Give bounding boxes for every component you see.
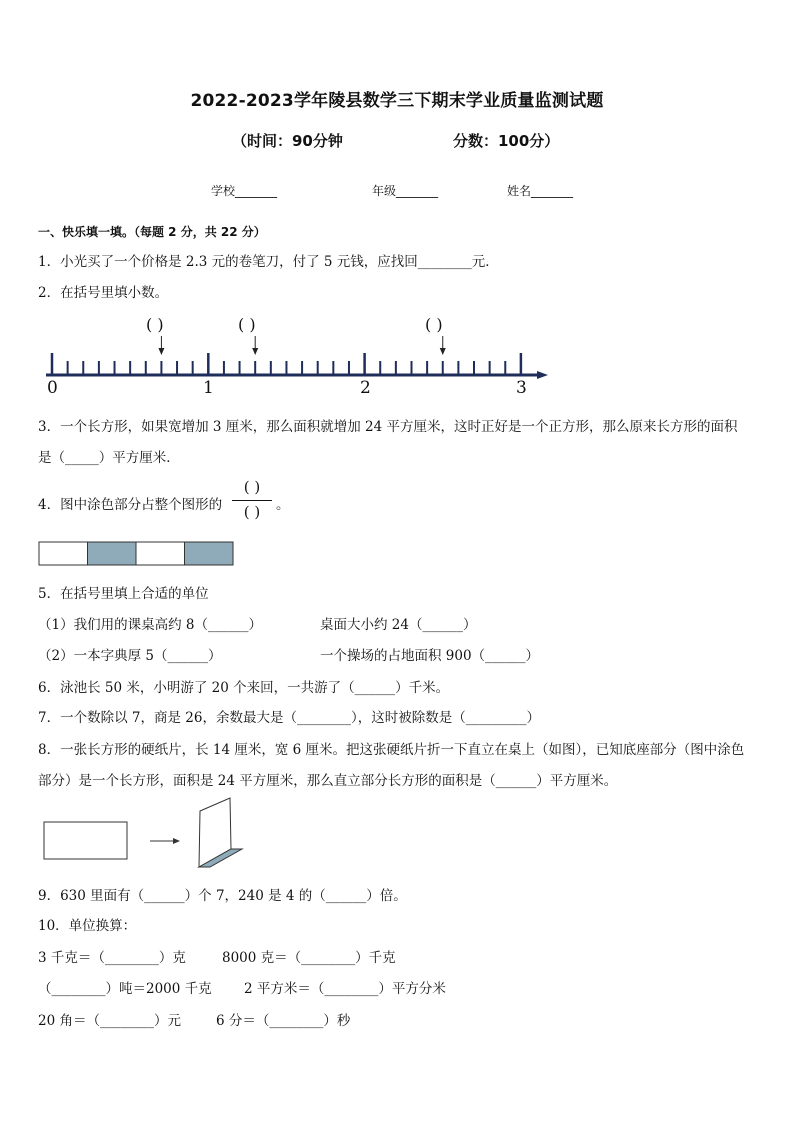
exam-score: 分数：100分） (453, 132, 560, 150)
question-5-item: 桌面大小约 24（______） (320, 617, 477, 633)
transform-arrow-head (173, 838, 180, 844)
question-10: 10．单位换算： (38, 918, 137, 934)
question-1: 1．小光买了一个价格是 2.3 元的卷笔刀，付了 5 元钱，应找回________元． (38, 254, 499, 270)
school-field: 学校_______ (211, 184, 278, 198)
fraction-numerator: ( ) (243, 478, 261, 496)
question-4-tail: 。 (276, 497, 290, 513)
question-6: 6．泳池长 50 米，小明游了 20 个来回，一共游了（______）千米。 (38, 680, 450, 696)
question-7: 7．一个数除以 7，商是 26，余数最大是（________），这时被除数是（_________） (38, 710, 540, 726)
question-4: 4．图中涂色部分占整个图形的 (38, 497, 223, 513)
axis-arrow-head (537, 371, 548, 379)
number-line (0, 330, 794, 390)
conversion-item: 20 角＝（________）元 (38, 1013, 181, 1029)
shaded-cell (185, 542, 234, 565)
grade-field: 年级_______ (372, 184, 439, 198)
number-line-bracket: ( ) (425, 315, 443, 334)
shaded-strip-figure (38, 541, 238, 571)
name-field: 姓名_______ (507, 184, 574, 198)
fraction-bar (232, 500, 272, 501)
conversion-item: （________）吨＝2000 千克 (38, 981, 212, 997)
exam-title: 2022-2023学年陵县数学三下期末学业质量监测试题 (190, 91, 604, 111)
question-8-line1: 8．一张长方形的硬纸片，长 14 厘米，宽 6 厘米。把这张硬纸片折一下直立在桌上（如图），已知底座部分（图中涂色 (38, 742, 745, 758)
pointer-arrow-head (158, 348, 164, 355)
question-5-item: 一个操场的占地面积 900（______） (320, 648, 540, 664)
unshaded-cell (136, 542, 185, 565)
question-3-line2: 是（_____）平方厘米． (38, 450, 180, 466)
number-line-label: 0 (47, 378, 58, 398)
question-5-item: （1）我们用的课桌高约 8（______） (38, 617, 262, 633)
question-9: 9．630 里面有（______）个 7，240 是 4 的（______）倍。 (38, 888, 407, 904)
fraction-denominator: ( ) (243, 503, 261, 521)
question-5-item: （2）一本字典厚 5（______） (38, 648, 222, 664)
number-line-bracket: ( ) (238, 315, 256, 334)
folding-paper-figure (38, 794, 298, 874)
answer-fraction (229, 478, 275, 524)
number-line-label: 3 (516, 378, 527, 398)
unshaded-cell (39, 542, 88, 565)
exam-time: （时间：90分钟 (232, 132, 343, 150)
shaded-cell (88, 542, 137, 565)
number-line-label: 1 (203, 378, 214, 398)
pointer-arrow-head (252, 348, 258, 355)
flat-rectangle (44, 822, 127, 859)
section-heading: 一、快乐填一填。（每题 2 分，共 22 分） (38, 225, 266, 239)
question-8-line2: 部分）是一个长方形，面积是 24 平方厘米，那么直立部分长方形的面积是（______）平方厘米。 (38, 773, 618, 789)
conversion-item: 8000 克＝（________）千克 (222, 950, 396, 966)
conversion-item: 2 平方米＝（________）平方分米 (244, 981, 446, 997)
conversion-item: 6 分＝（________）秒 (216, 1013, 351, 1029)
question-2: 2．在括号里填小数。 (38, 285, 169, 301)
number-line-label: 2 (360, 378, 371, 398)
question-5: 5．在括号里填上合适的单位 (38, 586, 209, 602)
question-3-line1: 3．一个长方形，如果宽增加 3 厘米，那么面积就增加 24 平方厘米，这时正好是一个正方形，那么原来长方形的面积 (38, 419, 738, 435)
number-line-bracket: ( ) (146, 315, 164, 334)
pointer-arrow-head (440, 348, 446, 355)
conversion-item: 3 千克＝（________）克 (38, 950, 186, 966)
